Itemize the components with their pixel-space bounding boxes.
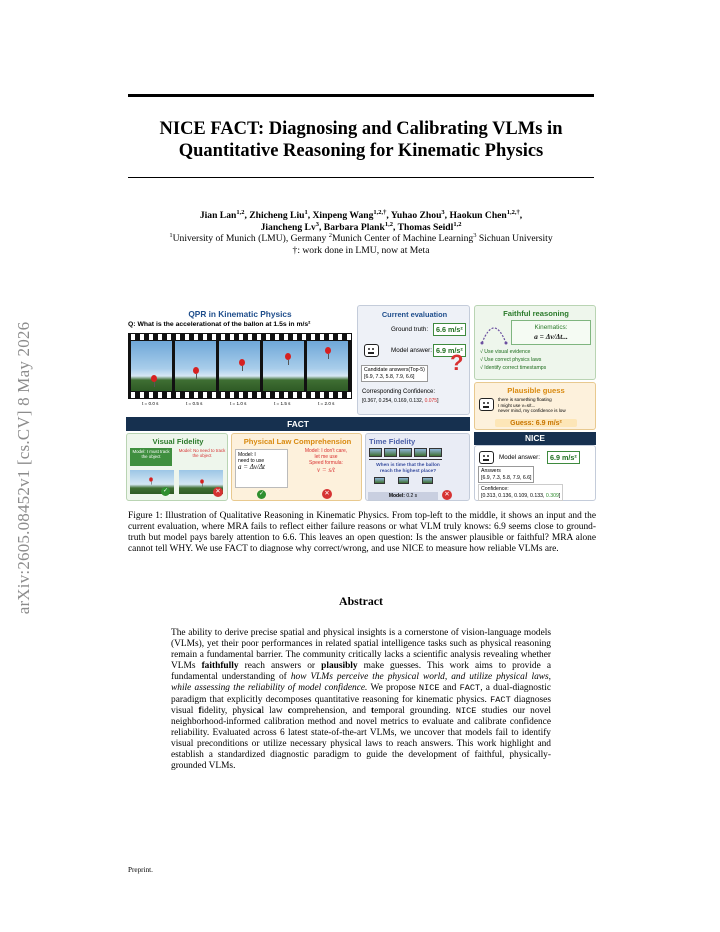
nice-panel xyxy=(474,445,596,501)
timeline-thumbnail xyxy=(374,477,385,484)
nice-banner: NICE xyxy=(474,432,596,445)
guess-title: Plausible guess xyxy=(507,386,565,395)
physical-law-panel xyxy=(231,433,362,501)
title-rule-bottom xyxy=(128,177,594,178)
preprint-footer: Preprint. xyxy=(128,866,153,874)
author-note: †: work done in LMU, now at Meta xyxy=(292,244,430,256)
video-filmstrip xyxy=(128,333,352,399)
nice-model-answer-value: 6.9 m/s² xyxy=(547,451,580,464)
title-rule-top xyxy=(128,94,594,97)
model-answer-label: Model answer: xyxy=(391,347,432,354)
tf-title: Time Fidelity xyxy=(369,437,416,446)
check-icon: ✓ xyxy=(258,491,265,497)
current-evaluation-panel xyxy=(357,305,470,415)
film-perforation-bottom xyxy=(128,392,352,398)
guess-thought: there is something floating I might use v=s/t... never mind, my confidence is low xyxy=(498,397,566,414)
plausible-guess-panel xyxy=(474,382,596,430)
question-mark-icon: ? xyxy=(450,350,464,375)
figure-1 xyxy=(126,305,596,506)
kinematics-box: Kinematics: a = Δv/Δt... xyxy=(511,320,591,345)
timeline-thumbnail xyxy=(399,448,412,457)
robot-icon xyxy=(364,344,379,357)
plc-title: Physical Law Comprehension xyxy=(243,437,352,446)
checklist-item: √ Use visual evidence xyxy=(480,349,531,355)
checklist-item: √ Identify correct timestamps xyxy=(480,365,547,371)
robot-icon xyxy=(479,398,494,411)
vf-note-good: Model: I must track the object xyxy=(130,448,172,466)
check-icon: ✓ xyxy=(162,488,169,494)
timestamp: t = 0.0 s xyxy=(142,401,159,406)
qpr-question: Q: What is the accelerationat of the ballon at 1.5s in m/s² xyxy=(128,321,311,328)
ground-truth-value: 6.6 m/s² xyxy=(433,323,466,336)
timeline-thumbnail xyxy=(422,477,433,484)
timestamp: t = 1.0 s xyxy=(230,401,247,406)
cross-icon: ✕ xyxy=(442,490,452,500)
plc-model-bad: Model: I don't care, let me use Speed formula: v = s/t xyxy=(304,448,348,474)
timestamp: t = 1.5 s xyxy=(274,401,291,406)
nice-model-answer-label: Model answer: xyxy=(499,454,540,461)
tf-model-answer: Model: 0.2 s xyxy=(368,492,438,500)
author-affiliations: $^1$University of Munich (LMU), Germany $^2$Munich Center of Machine Learning$^3$ Sichuan University xyxy=(169,231,553,244)
faithful-reasoning-panel xyxy=(474,305,596,380)
author-block: Jian Lan$^{1,2}$, Zhicheng Liu$^1$, Xinpeng Wang$^{1,2,\dagger}$, Yuhao Zhou$^3$, Haokun Chen$^{1,2,\dagger}$, Jiancheng Lv$^3$, Barbara Plank$^{1,2}$, Thomas Seidl$^{1,2}$ $^1$University of Munich (LMU), Germany $^2$Munich Center of Machine Learning$^3$ Sichuan University †: work done in LMU, now at Meta xyxy=(128,210,594,256)
robot-icon xyxy=(479,451,494,464)
timeline-thumbnail xyxy=(369,448,382,457)
visual-fidelity-panel xyxy=(126,433,228,501)
timeline-thumbnail xyxy=(414,448,427,457)
qpr-title: QPR in Kinematic Physics xyxy=(188,309,292,319)
film-perforation-top xyxy=(128,334,352,340)
nice-answers: Answers [6.9, 7.3, 5.8, 7.9, 6.6] xyxy=(478,466,534,483)
ground-truth-label: Ground truth: xyxy=(391,326,429,333)
model-answer-value: 6.9 m/s² xyxy=(433,344,466,357)
paper-title: NICE FACT: Diagnosing and Calibrating VLMs in Quantitative Reasoning for Kinematic Physics xyxy=(159,119,563,161)
abstract-body: The ability to derive precise spatial and physical insights is a cornerstone of vision-language models (VLMs), yet their poor performances in related spatial intelligence tasks such as physical reasoning remain a fundamental barrier. The community critically lacks a scientific analysis revealing whether VLMs faithfully reach answers or plausibly make guesses. This work aims to provide a fundamental understanding of how VLMs perceive the physical world, and utilize physical laws, while assessing the reliability of model confidence. We propose NICE and FACT, a dual-diagnostic paradigm that explicitly decomposes quantitative reasoning for kinematic physics. FACT diagnoses visual fidelity, physical law comprehension, and temporal grounding. NICE studies our novel neighborhood-informed calibration method and novel metrics to evaluate and calibrate confidence reliability. Evaluated across 6 latest state-of-the-art VLMs, we uncover that models fail to identify visual preconditions or utilize necessary physical laws to reach answers. This work highlight and establish a standardized diagnostic paradigm to guide the development of faithful, physically-grounded VLMs. xyxy=(171,628,551,772)
confidence-label: Corresponding Confidence: xyxy=(362,389,436,395)
video-frame xyxy=(263,341,304,391)
timeline-thumbnail xyxy=(384,448,397,457)
guess-answer: Guess: 6.9 m/s² xyxy=(495,419,577,427)
vf-note-bad: Model: No need to track the object xyxy=(178,448,226,459)
timestamp: t = 2.0 s xyxy=(318,401,335,406)
video-frame xyxy=(219,341,260,391)
arxiv-stamp: arXiv:2605.08452v1 [cs.CV] 8 May 2026 xyxy=(14,321,33,615)
timeline-thumbnail xyxy=(398,477,409,484)
video-frame xyxy=(175,341,216,391)
vf-title: Visual Fidelity xyxy=(152,437,204,446)
nice-confidence: Confidence: [0.313, 0.136, 0.109, 0.133, 0.309] xyxy=(478,484,563,501)
fact-banner: FACT xyxy=(126,417,470,431)
abstract-heading: Abstract xyxy=(339,594,383,608)
faithful-title: Faithful reasoning xyxy=(503,309,569,318)
faithful-checklist xyxy=(480,348,546,372)
eval-title: Current evaluation xyxy=(381,310,448,319)
video-frame xyxy=(131,341,172,391)
cross-icon: ✕ xyxy=(322,489,332,499)
cross-icon: ✕ xyxy=(213,487,223,497)
candidate-answers: Candidate answers(Top-5) [6.9, 7.3, 5.8, 7.9, 6.6] xyxy=(361,365,428,382)
checklist-item: √ Use correct physics laws xyxy=(480,357,542,363)
timeline-axis xyxy=(369,459,442,460)
time-fidelity-panel xyxy=(365,433,470,501)
plc-model-good: Model: I need to use a = Δv/Δt xyxy=(235,449,288,488)
figure-caption: Figure 1: Illustration of Qualitative Reasoning in Kinematic Physics. From top-left to the middle, it shows an input and the current evaluation, where MRA fails to reflect either failure reasons or what VLM truly knows: 6.9 seems close to ground-truth but model pays barely attention to 6.6. This leaves an open question: Is the answer plausible or faithful? MRA alone cannot tell WHY. We use FACT to diagnose why correct/wrong, and use NICE to measure how reliable VLMs are. xyxy=(128,511,596,555)
timestamp: t = 0.5 s xyxy=(186,401,203,406)
timeline-thumbnail xyxy=(429,448,442,457)
tf-question: When is time that the ballon reach the highest place? xyxy=(376,463,440,474)
trajectory-icon xyxy=(479,319,509,345)
author-names: Jian Lan$^{1,2}$, Zhicheng Liu$^1$, Xinpeng Wang$^{1,2,\dagger}$, Yuhao Zhou$^3$, Haokun Chen$^{1,2,\dagger}$, xyxy=(199,208,523,221)
confidence-values: [0.367, 0.254, 0.169, 0.132, 0.075] xyxy=(362,398,439,404)
video-frame xyxy=(307,341,348,391)
qpr-panel xyxy=(126,305,354,415)
